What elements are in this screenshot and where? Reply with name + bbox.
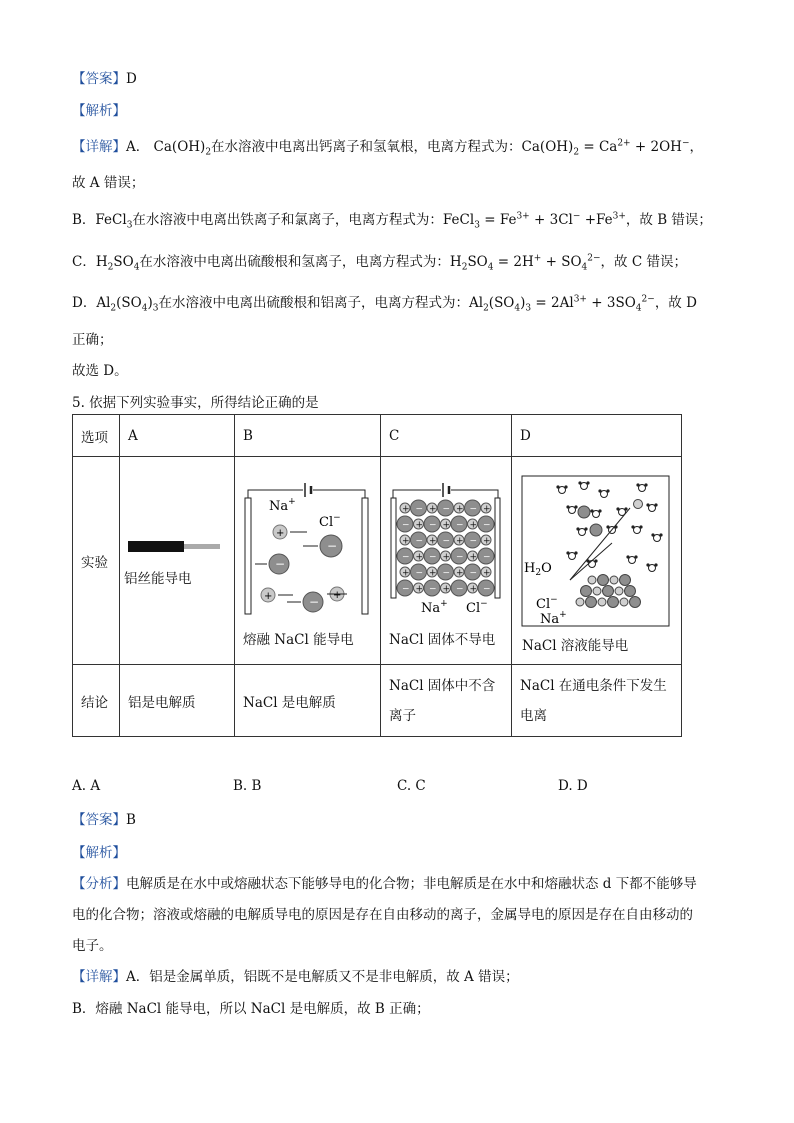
crystal-anion	[620, 574, 631, 585]
detail-2-line-a	[72, 965, 519, 985]
ion-sign: −	[456, 584, 464, 594]
crystal-cation	[610, 576, 618, 584]
water-oxygen	[569, 552, 576, 559]
equation-d: $Al_2(SO_4)_3 = 2Al^{3+} + 3SO_4^{2-}$	[468, 294, 655, 314]
cation-2-sign: +	[264, 590, 273, 602]
ion-sign: −	[429, 552, 437, 562]
experiment-cell-a	[120, 457, 235, 665]
table-experiment-row	[73, 457, 682, 665]
detail-a-line	[72, 135, 703, 158]
ion-sign: +	[429, 504, 437, 514]
detail-d-prefix: D．	[72, 295, 97, 311]
equation-b: FeCl$_3$ = $Fe^{3+} + 3Cl^- +Fe^{3+}$	[442, 211, 626, 231]
crystal-anion	[625, 585, 636, 596]
water-hydrogen	[636, 483, 639, 486]
ion-sign: −	[483, 520, 491, 530]
ion-sign: −	[415, 568, 424, 578]
ion-sign: −	[402, 552, 410, 562]
water-hydrogen	[576, 527, 579, 530]
water-oxygen	[601, 490, 608, 497]
conclusion-row-label: 结论	[73, 665, 120, 737]
conclusion-cell-b: NaCl 是电解质	[235, 665, 381, 737]
ion-sign: −	[483, 552, 491, 562]
ion-sign: −	[469, 536, 478, 546]
detail-b-prefix: B．	[72, 212, 96, 228]
water-hydrogen	[631, 525, 634, 528]
crystal-cation	[598, 598, 606, 606]
water-hydrogen	[594, 559, 597, 562]
analysis-text-1: 电解质是在水中或熔融状态下能够导电的化合物；非电解质是在水中和熔融状态 d 下都不能够导	[126, 876, 697, 892]
ion-sign: +	[402, 536, 410, 546]
water-oxygen	[639, 484, 646, 491]
ion-sign: +	[442, 520, 451, 530]
analysis-label-1: 【解析】	[72, 103, 126, 119]
detail-d-line2: 正确；	[72, 332, 113, 348]
crystal-anion	[603, 585, 614, 596]
water-hydrogen	[606, 525, 609, 528]
label-cl: Cl−	[319, 512, 341, 530]
ion-sign: −	[456, 520, 464, 530]
conclusion-cell-c: NaCl 固体中不含离子	[381, 665, 512, 737]
header-cell-c: C	[381, 415, 512, 457]
electrode-right	[495, 498, 500, 598]
wire-right	[313, 490, 365, 498]
ion-sign: +	[456, 568, 464, 578]
option-d: D. D	[558, 778, 588, 794]
aluminum-wire-diagram	[124, 535, 224, 559]
crystal-anion	[630, 596, 641, 607]
formula-fecl3: FeCl$_3$	[95, 212, 133, 231]
table-header-row	[73, 415, 682, 457]
wire-left	[393, 490, 441, 498]
water-oxygen	[579, 528, 586, 535]
ion-sign: −	[442, 568, 451, 578]
ion-sign: +	[402, 568, 410, 578]
water-hydrogen	[646, 503, 649, 506]
ion-sign: +	[456, 504, 464, 514]
detail-d-text: 在水溶液中电离出硫酸根和铝离子，电离方程式为：	[158, 295, 469, 311]
ion-sign: −	[415, 504, 424, 514]
water-hydrogen	[574, 505, 577, 508]
experiment-cell-c	[381, 457, 512, 665]
ion-sign: +	[415, 520, 424, 530]
ion-sign: −	[483, 584, 491, 594]
label-na-d: Na+	[540, 609, 567, 627]
electrode-right	[362, 498, 368, 614]
water-oxygen	[634, 526, 641, 533]
equation-c: $H_2SO_4 = 2H^+ + SO_4^{2-}$	[449, 253, 601, 273]
water-oxygen	[649, 504, 656, 511]
label-na: Na+	[269, 496, 296, 514]
question-5-stem: 5. 依据下列实验事实，所得结论正确的是	[72, 395, 319, 411]
ion-sign: −	[442, 536, 451, 546]
water-hydrogen	[556, 485, 559, 488]
experiment-cell-b	[235, 457, 381, 665]
wire-insulation	[128, 541, 184, 552]
answer-line-1	[72, 67, 137, 87]
water-oxygen	[593, 510, 600, 517]
table-conclusion-row	[73, 665, 682, 737]
ion-sign: −	[402, 520, 410, 530]
water-hydrogen	[626, 555, 629, 558]
experiment-row-label: 实验	[73, 457, 120, 665]
answer-value: D	[126, 71, 137, 87]
water-hydrogen	[590, 509, 593, 512]
ion-sign: −	[469, 568, 478, 578]
ion-sign: −	[429, 520, 437, 530]
cation-3-sign: +	[333, 589, 342, 601]
water-hydrogen	[624, 507, 627, 510]
analysis-text-line-2: 电的化合物；溶液或熔融的电解质导电的原因是存在自由移动的离子，金属导电的原因是存在自由移动的	[72, 907, 693, 923]
header-cell-d: D	[512, 415, 682, 457]
header-cell-b: B	[235, 415, 381, 457]
detail-a-end: ，	[689, 139, 703, 155]
ion-sign: +	[469, 584, 478, 594]
water-hydrogen	[634, 555, 637, 558]
water-hydrogen	[586, 481, 589, 484]
answer-label: 【答案】	[72, 71, 126, 87]
ion-sign: −	[429, 584, 437, 594]
label-cl-c: Cl−	[466, 598, 488, 616]
anion-3-sign: −	[309, 594, 320, 609]
ion-sign: −	[456, 552, 464, 562]
ion-sign: +	[469, 552, 478, 562]
ion-sign: −	[402, 584, 410, 594]
water-oxygen	[589, 560, 596, 567]
ion-sign: +	[469, 520, 478, 530]
analysis-text-label: 【分析】	[72, 876, 126, 892]
crystal-anion	[581, 585, 592, 596]
detail-d-line	[72, 291, 697, 314]
electrode-left	[391, 498, 396, 598]
water-oxygen	[649, 564, 656, 571]
formula-al2so43: $Al_2(SO_4)_3$	[96, 295, 159, 314]
ion-sign: +	[442, 552, 451, 562]
water-oxygen	[569, 506, 576, 513]
detail-2-a-text: A．铝是金属单质，铝既不是电解质又不是非电解质，故 A 错误；	[126, 969, 519, 985]
ion-sign: +	[415, 552, 424, 562]
ion-sign: +	[456, 536, 464, 546]
water-hydrogen	[574, 551, 577, 554]
solid-nacl-diagram	[381, 474, 511, 624]
crystal-anion	[586, 596, 597, 607]
water-hydrogen	[659, 533, 662, 536]
detail-b-line	[72, 208, 712, 231]
ion-sign: +	[483, 568, 491, 578]
caption-a: 铝丝能导电	[124, 570, 192, 587]
ion-sign: −	[469, 504, 478, 514]
conclusion-line: 故选 D。	[72, 363, 128, 379]
detail-label-2: 【详解】	[72, 969, 126, 985]
answer-label-2: 【答案】	[72, 812, 126, 828]
option-c: C. C	[397, 778, 426, 794]
water-hydrogen	[584, 527, 587, 530]
water-hydrogen	[566, 551, 569, 554]
nacl-solution-diagram	[512, 468, 679, 630]
water-oxygen	[581, 482, 588, 489]
caption-c: NaCl 固体不导电	[389, 631, 496, 648]
detail-a-text: 在水溶液中电离出钙离子和氢氧根，电离方程式为：	[211, 139, 522, 155]
answer-value-2: B	[126, 812, 136, 828]
anion-1-sign: −	[327, 538, 338, 553]
water-hydrogen	[598, 489, 601, 492]
label-na-c: Na+	[421, 598, 448, 616]
question-5-table	[72, 414, 682, 737]
water-oxygen	[559, 486, 566, 493]
answer-line-2	[72, 808, 136, 828]
conclusion-cell-d: NaCl 在通电条件下发生电离	[512, 665, 682, 737]
cation-1-sign: +	[276, 527, 285, 539]
detail-c-end: ，故 C 错误；	[600, 254, 687, 270]
solvated-cation	[634, 499, 643, 508]
water-hydrogen	[644, 483, 647, 486]
analysis-text-line-1	[72, 872, 697, 892]
caption-d: NaCl 溶液能导电	[522, 637, 629, 654]
ion-sign: +	[429, 568, 437, 578]
water-hydrogen	[616, 507, 619, 510]
conclusion-cell-a: 铝是电解质	[120, 665, 235, 737]
ion-sign: −	[442, 504, 451, 514]
detail-c-prefix: C．	[72, 254, 96, 270]
crystal-anion	[608, 596, 619, 607]
header-cell-a: A	[120, 415, 235, 457]
wire-core	[184, 544, 220, 549]
crystal-cation	[593, 587, 601, 595]
water-hydrogen	[651, 533, 654, 536]
experiment-cell-d	[512, 457, 682, 665]
detail-c-text: 在水溶液中电离出硫酸根和氢离子，电离方程式为：	[139, 254, 450, 270]
detail-a-prefix: A．	[126, 139, 150, 155]
water-hydrogen	[646, 563, 649, 566]
wire-right	[451, 490, 498, 498]
crystal-cation	[576, 598, 584, 606]
option-a: A. A	[72, 778, 101, 794]
crystal-anion	[598, 574, 609, 585]
solvated-anion	[590, 524, 602, 536]
detail-b-text: 在水溶液中电离出铁离子和氯离子，电离方程式为：	[132, 212, 443, 228]
label-cl-d: Cl−	[536, 594, 558, 612]
formula-caoh2: $Ca(OH)_2$	[153, 139, 212, 158]
detail-c-line	[72, 250, 687, 273]
ion-sign: +	[402, 504, 410, 514]
detail-d-end: ，故 D	[654, 295, 697, 311]
ion-sign: +	[442, 584, 451, 594]
water-hydrogen	[654, 563, 657, 566]
ion-sign: +	[415, 584, 424, 594]
water-oxygen	[629, 556, 636, 563]
water-hydrogen	[606, 489, 609, 492]
ion-sign: +	[483, 504, 491, 514]
crystal-cation	[620, 598, 628, 606]
caption-b: 熔融 NaCl 能导电	[243, 631, 354, 648]
ion-sign: +	[429, 536, 437, 546]
water-hydrogen	[654, 503, 657, 506]
water-hydrogen	[564, 485, 567, 488]
ion-lattice	[397, 500, 494, 596]
ion-sign: +	[483, 536, 491, 546]
detail-label: 【详解】	[72, 139, 126, 155]
crystal-cation	[588, 576, 596, 584]
crystal-cation	[615, 587, 623, 595]
analysis-label-2: 【解析】	[72, 845, 126, 861]
electrode-left	[245, 498, 251, 614]
solvated-anion	[578, 506, 590, 518]
molten-nacl-diagram	[235, 474, 378, 624]
formula-h2so4: $H_2SO_4$	[95, 254, 140, 273]
water-hydrogen	[578, 481, 581, 484]
detail-2-line-b: B．熔融 NaCl 能导电，所以 NaCl 是电解质，故 B 正确；	[72, 1001, 430, 1017]
water-hydrogen	[639, 525, 642, 528]
detail-b-end: ，故 B 错误；	[625, 212, 712, 228]
answer-options	[72, 778, 672, 798]
ion-sign: −	[415, 536, 424, 546]
anion-2-sign: −	[275, 556, 286, 571]
option-b: B. B	[233, 778, 262, 794]
analysis-text-line-3: 电子。	[72, 938, 113, 954]
label-h2o: $H_2O$	[524, 560, 552, 578]
water-hydrogen	[598, 509, 601, 512]
detail-a-line2: 故 A 错误；	[72, 175, 145, 191]
equation-a: $Ca(OH)_2 = Ca^{2+} + 2OH^-$	[521, 138, 690, 158]
water-hydrogen	[566, 505, 569, 508]
header-cell-option: 选项	[73, 415, 120, 457]
water-oxygen	[654, 534, 661, 541]
